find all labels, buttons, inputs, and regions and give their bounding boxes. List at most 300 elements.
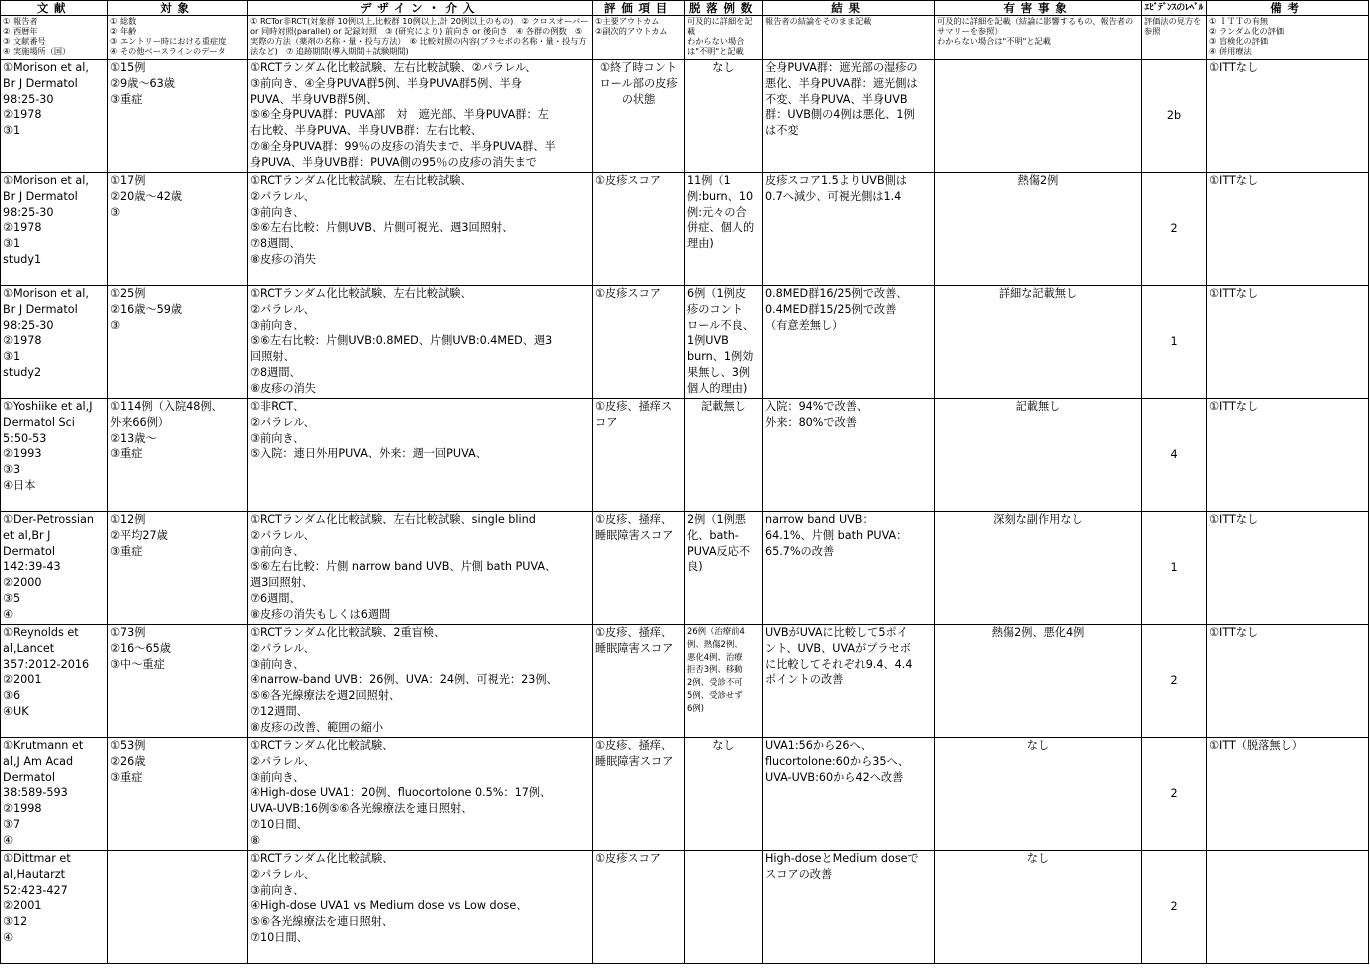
cell-line: ③5: [3, 591, 21, 605]
cell-line: コア: [595, 415, 618, 429]
cell-line: 52:423-427: [3, 883, 68, 897]
cell-reference: [1, 399, 108, 512]
cell-outcome: [593, 625, 685, 738]
header-dropout: 脱落例数: [685, 1, 763, 16]
cell-outcome: [593, 173, 685, 286]
cell-line: 個人的理由): [687, 381, 748, 395]
cell-line: ④: [3, 930, 14, 944]
cell-line: に比較してそれぞれ9.4、4.4: [765, 657, 913, 671]
cell-remarks: [1207, 399, 1369, 512]
subheader-line: ① RCTor非RCT(対象群 10例以上,比較群 10例以上,計 20例以上のもの) ② クロスオーバー or 同時対照(parallel) or 記録対照 ③ (研究により) 前向き or 後向き ④ 各群の例数 ⑤ 実際の方法（薬剤の名称・量・投与方法） ⑥ 比較対照の内容(プラセボの名称・量・投与方法など) ⑦ 追跡期間(導入期間＋試験期間): [250, 16, 591, 56]
cell-line: ①12例: [110, 513, 146, 526]
cell-line: ⑧: [250, 833, 261, 847]
cell-evidence-level: 1: [1142, 512, 1207, 625]
cell-adverse-event: [935, 399, 1142, 512]
cell-line: UVA1:56から26へ、: [765, 739, 872, 752]
cell-line: High-doseとMedium doseで: [765, 852, 919, 865]
cell-line: 外来66例）: [110, 415, 169, 429]
cell-line: ロール部の皮疹: [599, 76, 678, 90]
cell-design-intervention: [248, 399, 593, 512]
cell-line: 65.7%の改善: [765, 544, 835, 558]
cell-line: ②1978: [3, 108, 42, 122]
cell-line: ⑧皮疹の改善、範囲の縮小: [250, 720, 384, 734]
cell-line: 群：UVB側の4例は悪化、1例: [765, 108, 915, 122]
cell-design-intervention: [248, 286, 593, 399]
cell-line: ③6: [3, 689, 21, 703]
cell-line: et al,Br J: [3, 528, 51, 542]
cell-line: ②パラレル、: [250, 754, 315, 768]
cell-subject: [108, 60, 248, 173]
cell-line: ①皮疹スコア: [595, 174, 661, 187]
cell-line: ②パラレル、: [250, 528, 315, 542]
cell-line: ②パラレル、: [250, 415, 315, 429]
cell-line: 記載無し: [701, 400, 746, 413]
cell-line: 357:2012-2016: [3, 657, 90, 671]
cell-line: Dermatol: [3, 544, 55, 558]
cell-dropout: [685, 851, 763, 964]
cell-line: ②16〜65歳: [110, 641, 171, 655]
cell-line: ⑦12週間、: [250, 704, 308, 718]
subheader-line: 評価法の見方を参照: [1144, 16, 1202, 36]
cell-evidence-level: 2: [1142, 851, 1207, 964]
cell-line: 11例（1: [687, 174, 731, 187]
cell-line: ②16歳〜59歳: [110, 302, 183, 316]
cell-line: ④High-dose UVA1：20例、fluocortolone 0.5%：17例、: [250, 786, 552, 800]
cell-line: ①Morison et al,: [3, 287, 89, 300]
cell-result: [763, 851, 935, 964]
cell-outcome: [593, 512, 685, 625]
cell-line: 睡眠障害スコア: [595, 754, 674, 768]
cell-evidence-level: 2: [1142, 738, 1207, 851]
cell-line: ①皮疹、掻痒、: [595, 626, 673, 639]
cell-line: ⑦10日間、: [250, 817, 308, 831]
cell-result: [763, 60, 935, 173]
subheader-line: わからない場合は"不明"と記載: [687, 36, 745, 56]
cell-line: 右比較、半身PUVA、半身UVB群：左右比較、: [250, 124, 483, 138]
cell-line: 外来：80%で改善: [765, 415, 857, 429]
cell-line: ⑧皮疹の消失: [250, 381, 316, 395]
cell-line: al,Hautarzt: [3, 867, 65, 881]
cell-reference: [1, 60, 108, 173]
cell-evidence-level: 2: [1142, 173, 1207, 286]
cell-line: ③: [110, 205, 121, 219]
cell-line: ②2001: [3, 899, 42, 913]
cell-line: Br J Dermatol: [3, 76, 78, 90]
cell-line: ②20歳〜42歳: [110, 189, 183, 203]
cell-dropout: [685, 625, 763, 738]
cell-result: [763, 625, 935, 738]
cell-line: burn、1例効: [687, 350, 754, 364]
cell-line: ③前向き、: [250, 544, 305, 558]
cell-line: ①ITTなし: [1209, 287, 1259, 300]
cell-line: ②1978: [3, 334, 42, 348]
cell-line: ⑦10日間、: [250, 930, 308, 944]
table-row: [1, 60, 1369, 173]
cell-line: ①終了時コント: [599, 61, 678, 74]
cell-line: ④UK: [3, 704, 29, 718]
subheader-line: ① ＩＴＴの有無: [1209, 16, 1269, 26]
cell-line: ⑦6週間、: [250, 591, 301, 605]
cell-line: 疹のコント: [687, 302, 743, 316]
subheader-remarks: [1207, 16, 1369, 60]
cell-line: 回照射、: [250, 350, 295, 364]
cell-line: ②13歳〜: [110, 431, 157, 445]
cell-line: 0.4MED群15/25例で改善: [765, 302, 897, 316]
subheader-evidence-level: [1142, 16, 1207, 60]
header-adverse-event: 有害事象: [935, 1, 1142, 16]
cell-design-intervention: [248, 738, 593, 851]
cell-line: ②パラレル、: [250, 641, 315, 655]
cell-design-intervention: [248, 625, 593, 738]
cell-line: ⑤⑥各光線療法を週2回照射、: [250, 689, 401, 703]
cell-line: Dermatol Sci: [3, 415, 75, 429]
cell-line: ②9歳〜63歳: [110, 76, 175, 90]
cell-line: ③前向き、: [250, 431, 305, 445]
cell-line: ①ITTなし: [1209, 513, 1259, 526]
subheader-row: [1, 16, 1369, 60]
cell-result: [763, 286, 935, 399]
cell-line: ③前向き、: [250, 318, 305, 332]
cell-line: 入院：94%で改善、: [765, 400, 869, 413]
header-evidence-level: ｴﾋﾞﾃﾞﾝｽのﾚﾍﾞﾙ: [1142, 1, 1207, 16]
cell-remarks: [1207, 60, 1369, 173]
cell-line: 0.7へ減少、可視光側は1.4: [765, 189, 902, 203]
cell-line: スコアの改善: [765, 867, 833, 881]
cell-line: 拒否3例、移動: [687, 664, 743, 675]
cell-line: ⑤⑥左右比較：片側 narrow band UVB、片側 bath PUVA、: [250, 560, 557, 574]
cell-reference: [1, 286, 108, 399]
cell-remarks: [1207, 173, 1369, 286]
table-row: [1, 512, 1369, 625]
cell-line: ⑦8週間、: [250, 237, 301, 251]
cell-subject: [108, 625, 248, 738]
cell-line: なし: [1026, 852, 1050, 865]
cell-remarks: [1207, 512, 1369, 625]
cell-line: 1例UVB: [687, 334, 729, 348]
cell-line: ①RCTランダム化比較試験、: [250, 739, 394, 752]
cell-line: ③前向き、: [250, 657, 305, 671]
cell-line: 悪化、半身PUVA群：遮光側は: [765, 76, 918, 90]
cell-line: ①Reynolds et: [3, 626, 79, 639]
cell-line: ①53例: [110, 739, 146, 752]
cell-adverse-event: [935, 738, 1142, 851]
cell-line: ント、UVB、UVAがプラセボ: [765, 641, 911, 655]
cell-reference: [1, 173, 108, 286]
cell-line: 熱傷2例: [1017, 174, 1059, 187]
cell-line: ④narrow-band UVB：26例、UVA：24例、可視光：23例、: [250, 673, 558, 687]
cell-line: 深刻な副作用なし: [993, 513, 1083, 526]
cell-result: [763, 512, 935, 625]
cell-line: ロール不良、: [687, 318, 754, 332]
table-row: [1, 286, 1369, 399]
cell-line: ①皮疹スコア: [595, 287, 661, 300]
cell-line: ④High-dose UVA1 vs Medium dose vs Low dose、: [250, 899, 528, 913]
cell-line: ①ITTなし: [1209, 400, 1259, 413]
cell-line: ⑤⑥各光線療法を連日照射、: [250, 915, 394, 929]
cell-line: ⑦8週間、: [250, 365, 301, 379]
cell-line: ③: [110, 318, 121, 332]
cell-line: 5例、受診せず: [687, 689, 743, 700]
cell-line: ③重症: [110, 544, 143, 558]
cell-line: 38:589-593: [3, 786, 68, 800]
cell-line: ①非RCT、: [250, 400, 305, 413]
header-remarks: 備考: [1207, 1, 1369, 16]
cell-evidence-level: 2b: [1142, 60, 1207, 173]
cell-dropout: [685, 60, 763, 173]
cell-line: 化、bath-: [687, 528, 739, 542]
cell-line: ①RCTランダム化比較試験、左右比較試験、: [250, 174, 472, 187]
cell-evidence-level: 4: [1142, 399, 1207, 512]
cell-line: 併症、個人的: [687, 221, 755, 235]
cell-line: ①15例: [110, 61, 146, 74]
cell-line: 睡眠障害スコア: [595, 641, 674, 655]
subheader-outcome: [593, 16, 685, 60]
cell-line: ①皮疹、掻痒、: [595, 513, 673, 526]
cell-line: ⑤入院：連日外用PUVA、外来：週一回PUVA、: [250, 447, 487, 461]
cell-line: ⑧皮疹の消失: [250, 252, 316, 266]
table-row: [1, 738, 1369, 851]
subheader-line: ④ 実施場所（国）: [3, 46, 71, 56]
cell-line: ①RCTランダム化比較試験、2重盲検、: [250, 626, 446, 639]
cell-line: 5:50-53: [3, 431, 47, 445]
cell-dropout: [685, 738, 763, 851]
cell-line: ①RCTランダム化比較試験、左右比較試験、single blind: [250, 513, 536, 526]
cell-line: ①114例（入院48例、: [110, 400, 223, 413]
cell-line: 皮疹スコア1.5よりUVB側は: [765, 174, 907, 187]
cell-design-intervention: [248, 512, 593, 625]
cell-line: ①17例: [110, 174, 146, 187]
cell-line: ①皮疹、掻痒ス: [595, 400, 673, 413]
cell-design-intervention: [248, 173, 593, 286]
cell-line: study1: [3, 252, 42, 266]
cell-outcome: [593, 286, 685, 399]
cell-line: ②平均27歳: [110, 528, 168, 542]
cell-line: 64.1%、片側 bath PUVA：: [765, 528, 908, 542]
cell-dropout: [685, 399, 763, 512]
cell-remarks: [1207, 851, 1369, 964]
cell-line: ①73例: [110, 626, 146, 639]
cell-line: 98:25-30: [3, 318, 54, 332]
cell-line: ③重症: [110, 92, 143, 106]
header-design-intervention: デザイン・介入: [248, 1, 593, 16]
cell-line: 6例（1例皮: [687, 287, 746, 300]
cell-line: flucortolone:60から35へ、: [765, 754, 909, 768]
subheader-reference: [1, 16, 108, 60]
cell-line: ③中〜重症: [110, 657, 165, 671]
cell-outcome: [593, 738, 685, 851]
cell-line: 例、熱傷2例、: [687, 638, 743, 649]
table-row: [1, 399, 1369, 512]
cell-line: Br J Dermatol: [3, 189, 78, 203]
cell-subject: [108, 286, 248, 399]
table-row: [1, 851, 1369, 964]
cell-line: ③3: [3, 463, 21, 477]
subheader-adverse-event: [935, 16, 1142, 60]
cell-line: 全身PUVA群：遮光部の湿疹の: [765, 61, 918, 74]
cell-line: （有意差無し）: [765, 318, 844, 332]
cell-line: ①Morison et al,: [3, 61, 89, 74]
subheader-line: ② 年齢: [110, 26, 137, 36]
cell-subject: [108, 851, 248, 964]
cell-reference: [1, 851, 108, 964]
cell-line: ④日本: [3, 478, 36, 492]
cell-line: ②2001: [3, 673, 42, 687]
cell-result: [763, 399, 935, 512]
header-result: 結果: [763, 1, 935, 16]
cell-line: ①Der-Petrossian: [3, 513, 94, 526]
cell-line: PUVA反応不: [687, 544, 751, 558]
cell-line: 98:25-30: [3, 92, 54, 106]
subheader-line: ① 報告者: [3, 16, 38, 26]
cell-line: の状態: [621, 92, 656, 106]
cell-line: UVA-UVB:16例⑤⑥各光線療法を連日照射、: [250, 802, 473, 816]
cell-line: なし: [712, 739, 735, 752]
cell-design-intervention: [248, 851, 593, 964]
cell-reference: [1, 625, 108, 738]
cell-adverse-event: [935, 60, 1142, 173]
cell-line: なし: [712, 61, 735, 74]
cell-reference: [1, 512, 108, 625]
cell-design-intervention: [248, 60, 593, 173]
cell-line: ①Morison et al,: [3, 174, 89, 187]
cell-line: ③前向き、④全身PUVA群5例、半身PUVA群5例、半身: [250, 76, 522, 90]
cell-subject: [108, 173, 248, 286]
cell-line: 26例（治療前4: [687, 626, 745, 636]
table-row: [1, 173, 1369, 286]
subheader-line: ③ 文献番号: [3, 36, 46, 46]
cell-line: UVBがUVAに比較して5ポイ: [765, 626, 908, 639]
cell-line: 2例、受診不可: [687, 677, 743, 688]
cell-line: narrow band UVB：: [765, 513, 874, 526]
cell-line: ②パラレル、: [250, 189, 315, 203]
cell-line: 例:元々の合: [687, 205, 747, 219]
table-row: [1, 625, 1369, 738]
cell-subject: [108, 738, 248, 851]
subheader-line: ④ 併用療法: [1209, 46, 1252, 56]
subheader-line: ① 総数: [110, 16, 137, 26]
cell-line: ⑤⑥左右比較：片側UVB、片側可視光、週3回照射、: [250, 221, 514, 235]
cell-remarks: [1207, 625, 1369, 738]
cell-line: ①皮疹、掻痒、: [595, 739, 673, 752]
cell-line: 記載無し: [1015, 400, 1061, 413]
cell-line: ①RCTランダム化比較試験、: [250, 852, 394, 865]
cell-line: UVA-UVB:60から42へ改善: [765, 770, 904, 784]
subheader-line: ③ 盲検化の評価: [1209, 36, 1269, 46]
cell-line: ③7: [3, 817, 21, 831]
cell-line: 週3回照射、: [250, 576, 314, 590]
cell-line: は不変: [765, 124, 799, 138]
cell-remarks: [1207, 286, 1369, 399]
cell-line: 詳細な記載無し: [998, 287, 1078, 300]
cell-line: 理由): [687, 237, 714, 251]
cell-line: ④: [3, 607, 14, 621]
cell-line: ②2000: [3, 576, 42, 590]
cell-line: ③1: [3, 350, 21, 364]
cell-line: 6例): [687, 702, 704, 713]
cell-line: ①ITT（脱落無し）: [1209, 739, 1303, 752]
cell-line: ③前向き、: [250, 770, 305, 784]
cell-subject: [108, 512, 248, 625]
subheader-line: 報告者の結論をそのまま記載: [765, 16, 872, 26]
cell-line: ②26歳: [110, 754, 146, 768]
cell-line: 熱傷2例、悪化4例: [991, 626, 1085, 639]
cell-outcome: [593, 60, 685, 173]
cell-line: ①RCTランダム化比較試験、左右比較試験、: [250, 287, 472, 300]
cell-line: 果無し、3例: [687, 365, 751, 379]
cell-line: ⑤⑥左右比較：片側UVB:0.8MED、片側UVB:0.4MED、週3: [250, 334, 553, 348]
cell-line: 悪化4例、治療: [687, 651, 743, 662]
subheader-line: ②副次的アウトカム: [595, 26, 668, 36]
cell-line: ①ITTなし: [1209, 626, 1259, 639]
cell-line: ①ITTなし: [1209, 61, 1259, 74]
cell-line: ②パラレル、: [250, 302, 315, 316]
cell-line: 不変、半身PUVA、半身UVB: [765, 92, 908, 106]
cell-result: [763, 738, 935, 851]
cell-line: ①Dittmar et: [3, 852, 71, 865]
cell-line: ①Krutmann et: [3, 739, 84, 752]
cell-outcome: [593, 399, 685, 512]
cell-line: PUVA、半身UVB群5例、: [250, 92, 378, 106]
cell-dropout: [685, 512, 763, 625]
cell-outcome: [593, 851, 685, 964]
subheader-line: ③ エントリー時における重症度: [110, 36, 227, 46]
header-reference: 文献: [1, 1, 108, 16]
cell-line: study2: [3, 365, 42, 379]
subheader-line: 可及的に詳細を記載: [687, 16, 753, 36]
subheader-line: 可及的に詳細を記載（結論に影響するもの、報告者のサマリーを参照）: [937, 16, 1134, 36]
subheader-design-intervention: [248, 16, 593, 60]
cell-line: ③1: [3, 124, 21, 138]
cell-line: ⑧皮疹の消失もしくは6週間: [250, 607, 391, 621]
cell-result: [763, 173, 935, 286]
cell-line: 0.8MED群16/25例で改善、: [765, 287, 908, 300]
cell-line: al,J Am Acad: [3, 754, 74, 768]
cell-line: ③重症: [110, 770, 143, 784]
cell-line: al,Lancet: [3, 641, 55, 655]
cell-line: 2例（1例悪: [687, 513, 746, 526]
cell-subject: [108, 399, 248, 512]
subheader-result: [763, 16, 935, 60]
cell-line: ④: [3, 833, 14, 847]
cell-line: 身PUVA、半身UVB群：PUVA側の95％の皮疹の消失まで: [250, 155, 537, 169]
cell-line: ①ITTなし: [1209, 174, 1259, 187]
cell-adverse-event: [935, 512, 1142, 625]
cell-line: ②1993: [3, 447, 42, 461]
cell-line: ③12: [3, 915, 28, 929]
subheader-line: わからない場合は"不明"と記載: [937, 36, 1051, 46]
cell-adverse-event: [935, 286, 1142, 399]
cell-reference: [1, 738, 108, 851]
subheader-line: ①主要アウトカム: [595, 16, 660, 26]
subheader-dropout: [685, 16, 763, 60]
cell-line: ②パラレル、: [250, 867, 315, 881]
cell-line: ③重症: [110, 447, 143, 461]
cell-line: ①皮疹スコア: [595, 852, 661, 865]
header-subject: 対象: [108, 1, 248, 16]
cell-line: ⑤⑥全身PUVA群：PUVA部 対 遮光部、半身PUVA群：左: [250, 108, 549, 122]
cell-line: ②1998: [3, 802, 42, 816]
cell-line: ③前向き、: [250, 883, 305, 897]
cell-line: 例:burn、10: [687, 189, 754, 203]
cell-line: ⑦⑧全身PUVA群：99％の皮疹の消失まで、半身PUVA群、半: [250, 139, 556, 153]
cell-line: ポイントの改善: [765, 673, 844, 687]
cell-adverse-event: [935, 173, 1142, 286]
cell-remarks: [1207, 738, 1369, 851]
subheader-line: ② ランダム化の評価: [1209, 26, 1285, 36]
cell-line: Br J Dermatol: [3, 302, 78, 316]
cell-line: Dermatol: [3, 770, 55, 784]
cell-line: 良): [687, 560, 703, 574]
